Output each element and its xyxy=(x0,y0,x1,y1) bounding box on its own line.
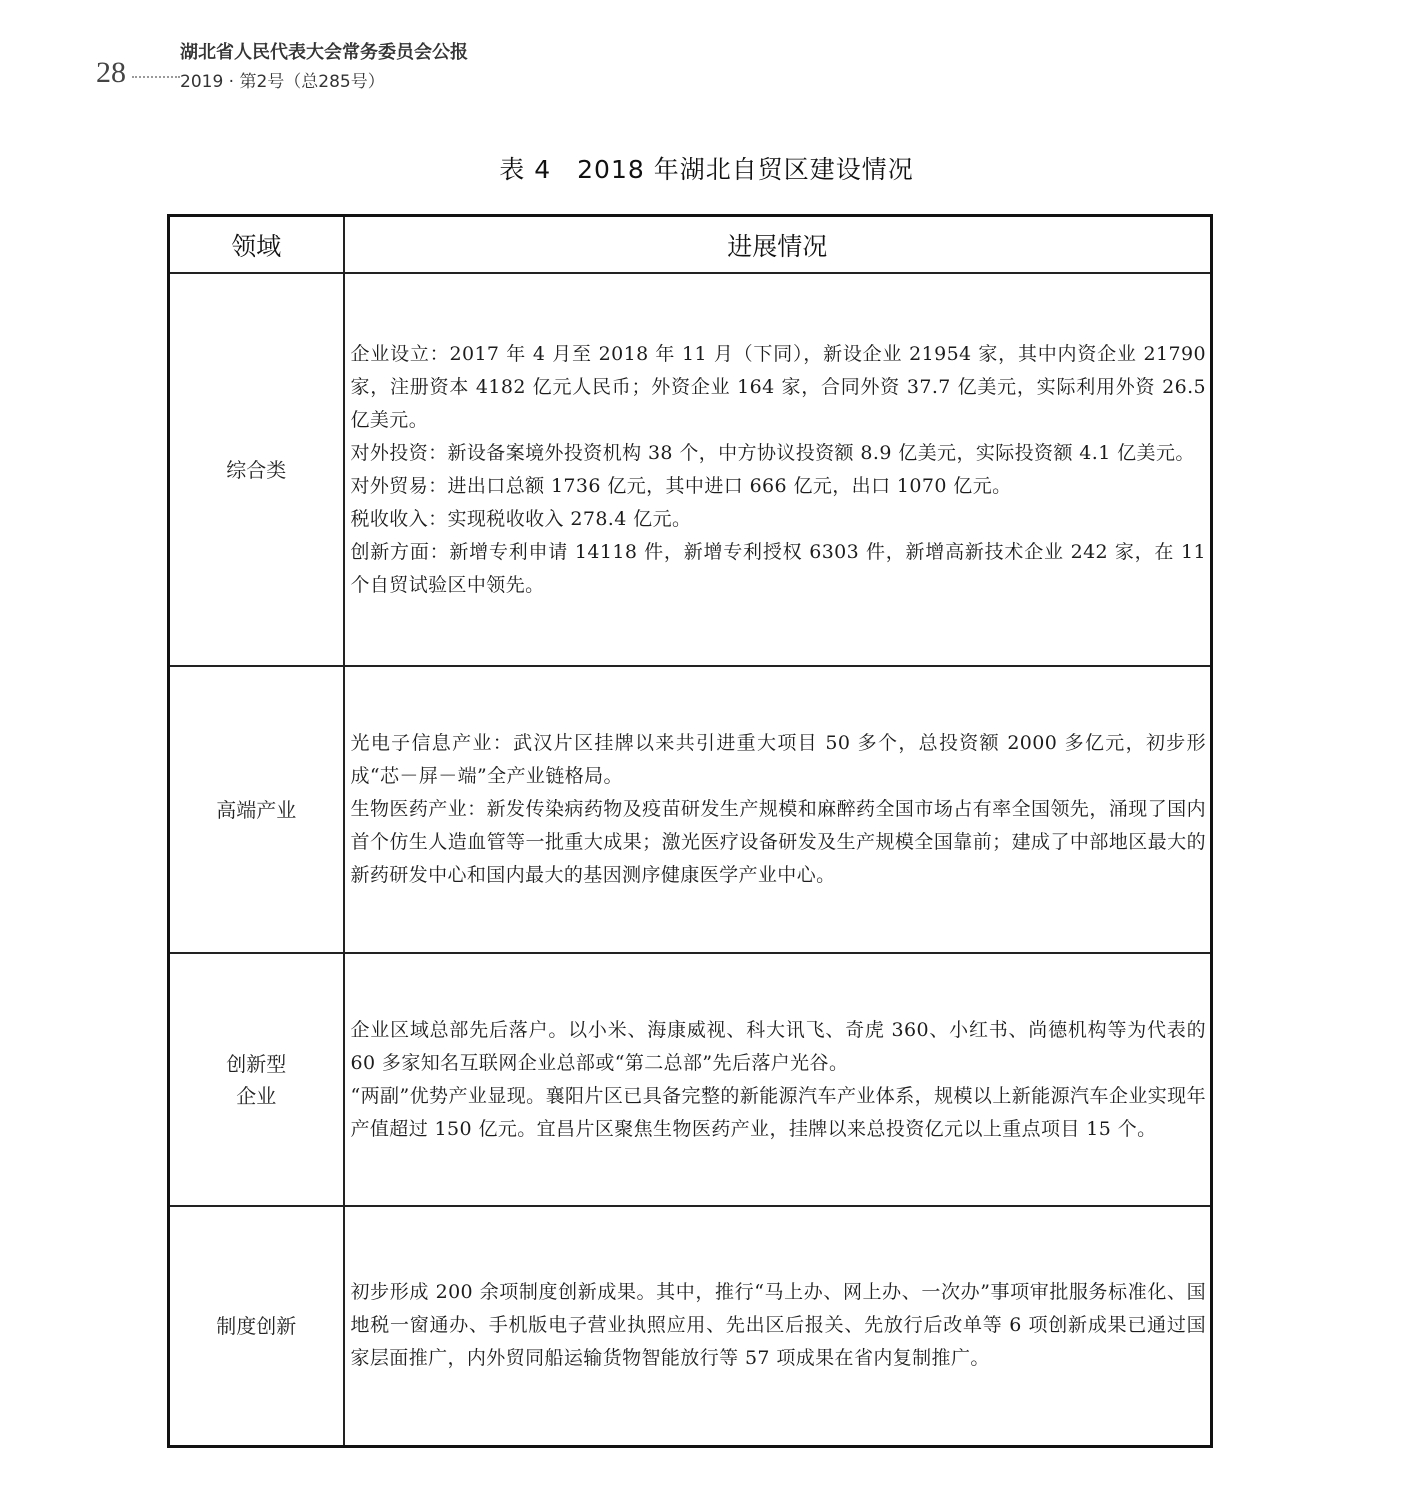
progress-cell xyxy=(344,953,1212,1206)
table-row xyxy=(169,953,1212,1206)
area-cell: 创新型 企业 xyxy=(169,953,344,1206)
progress-table xyxy=(167,214,1213,1448)
header-dotted-rule xyxy=(132,76,180,78)
table-caption: 表 4 2018 年湖北自贸区建设情况 xyxy=(499,155,914,184)
progress-cell xyxy=(344,666,1212,953)
progress-paragraph: 初步形成 200 余项制度创新成果。其中，推行“马上办、网上办、一次办”事项审批服务标准化、国地税一窗通办、手机版电子营业执照应用、先出区后报关、先放行后改单等 6 项创新成果已通过国家层面推广，内外贸同船运输货物智能放行等 57 项成果在省内复制推广。 xyxy=(350,1281,1206,1370)
area-cell: 制度创新 xyxy=(169,1206,344,1446)
progress-paragraph: 创新方面：新增专利申请 14118 件，新增专利授权 6303 件，新增高新技术企业 242 家，在 11 个自贸试验区中领先。 xyxy=(350,540,1206,596)
progress-paragraph: 光电子信息产业：武汉片区挂牌以来共引进重大项目 50 多个，总投资额 2000 多亿元，初步形成“芯－屏－端”全产业链格局。 xyxy=(350,732,1206,787)
progress-paragraph: 企业区域总部先后落户。以小米、海康威视、科大讯飞、奇虎 360、小红书、尚德机构等为代表的 60 多家知名互联网企业总部或“第二总部”先后落户光谷。 xyxy=(350,1018,1206,1074)
area-cell: 综合类 xyxy=(169,273,344,666)
progress-paragraph: 税收收入：实现税收收入 278.4 亿元。 xyxy=(350,507,692,530)
progress-paragraph: “两副”优势产业显现。襄阳片区已具备完整的新能源汽车产业体系，规模以上新能源汽车企业实现年产值超过 150 亿元。宜昌片区聚焦生物医药产业，挂牌以来总投资亿元以上重点项目 15 个。 xyxy=(350,1084,1206,1140)
progress-paragraph: 企业设立：2017 年 4 月至 2018 年 11 月（下同），新设企业 21954 家，其中内资企业 21790 家，注册资本 4182 亿元人民币；外资企业 164 家，合同外资 37.7 亿美元，实际利用外资 26.5 亿美元。 xyxy=(350,342,1206,431)
table-header-row xyxy=(169,216,1212,274)
column-header-area: 领域 xyxy=(169,216,344,274)
progress-paragraph: 对外投资：新设备案境外投资机构 38 个，中方协议投资额 8.9 亿美元，实际投资额 4.1 亿美元。 xyxy=(350,441,1195,464)
progress-paragraph: 生物医药产业：新发传染病药物及疫苗研发生产规模和麻醉药全国市场占有率全国领先，涌现了国内首个仿生人造血管等一批重大成果；激光医疗设备研发及生产规模全国靠前；建成了中部地区最大的新药研发中心和国内最大的基因测序健康医学产业中心。 xyxy=(350,798,1206,886)
progress-cell xyxy=(344,273,1212,666)
area-cell: 高端产业 xyxy=(169,666,344,953)
progress-paragraph: 对外贸易：进出口总额 1736 亿元，其中进口 666 亿元，出口 1070 亿元。 xyxy=(350,474,1012,497)
issue-number: 2019 · 第2号（总285号） xyxy=(180,72,385,92)
table-row xyxy=(169,273,1212,666)
progress-cell xyxy=(344,1206,1212,1446)
column-header-progress: 进展情况 xyxy=(344,216,1212,274)
journal-title: 湖北省人民代表大会常务委员会公报 xyxy=(180,42,468,63)
table-row xyxy=(169,666,1212,953)
table-row xyxy=(169,1206,1212,1446)
page-number: 28 xyxy=(96,56,126,89)
